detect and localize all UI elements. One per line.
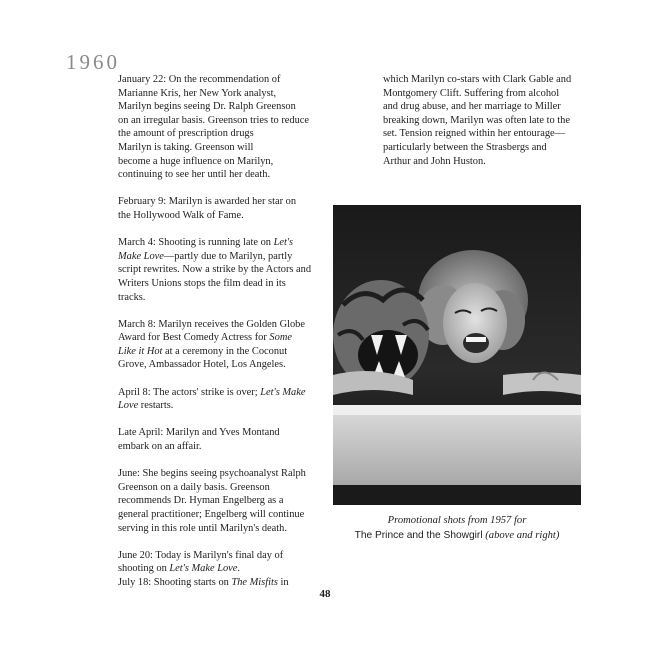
text-run: Writers Unions stops the film dead in its — [118, 277, 286, 289]
text-line — [118, 481, 323, 495]
text-run: —partly due to Marilyn, partly — [163, 250, 293, 262]
text-run: embark on an affair. — [118, 441, 202, 453]
timeline-entry — [118, 195, 323, 222]
text-line — [383, 141, 593, 155]
timeline-entry-continued — [383, 73, 593, 168]
timeline-entry — [118, 318, 323, 372]
text-run: March 8: Marilyn receives the Golden Globe — [118, 318, 305, 330]
timeline-entry — [118, 426, 323, 453]
text-line — [118, 236, 323, 250]
text-line — [118, 263, 323, 277]
timeline-entry — [118, 73, 323, 182]
text-run: Marilyn begins seeing Dr. Ralph Greenson — [118, 101, 296, 113]
text-line — [118, 100, 323, 114]
text-line — [383, 114, 593, 128]
text-run: Marilyn is taking. Greenson will — [118, 141, 254, 153]
text-run: Late April: Marilyn and Yves Montand — [118, 427, 280, 439]
text-run: June: She begins seeing psychoanalyst Ralph — [118, 468, 306, 480]
text-run: Marianne Kris, her New York analyst, — [118, 87, 277, 99]
text-line — [118, 508, 323, 522]
text-run: continuing to see her until her death. — [118, 169, 271, 181]
text-run: tracks. — [118, 291, 146, 303]
text-line — [118, 141, 323, 155]
text-line — [118, 127, 323, 141]
text-run: Arthur and John Huston. — [383, 155, 486, 167]
text-line — [118, 345, 323, 359]
text-line — [383, 127, 593, 141]
text-line — [118, 318, 323, 332]
text-line — [118, 195, 323, 209]
text-run: which Marilyn co-stars with Clark Gable and — [383, 74, 572, 85]
timeline-entry — [118, 386, 323, 413]
italic-title: The Misfits — [231, 576, 278, 588]
text-line — [118, 250, 323, 264]
text-run: January 22: On the recommendation of — [118, 74, 281, 85]
text-run: serving in this role until Marilyn's death. — [118, 522, 287, 534]
italic-title: Love — [118, 400, 139, 412]
italic-title: Let's Make — [260, 386, 306, 398]
text-run: and drug abuse, and her marriage to Miller — [383, 101, 561, 113]
caption-film-title: The Prince and the Showgirl — [354, 530, 483, 541]
text-line — [383, 100, 593, 114]
timeline-entry — [118, 549, 323, 590]
text-run: July 18: Shooting starts on — [118, 576, 232, 588]
text-run: shooting on — [118, 563, 170, 575]
italic-title: Like it Hot — [118, 345, 163, 357]
text-run: April 8: The actors' strike is over; — [118, 386, 261, 398]
text-run: particularly between the Strasbergs and — [383, 141, 547, 153]
text-run: the Hollywood Walk of Fame. — [118, 209, 244, 221]
text-run: recommends Dr. Hyman Engelberg as a — [118, 495, 284, 507]
text-line — [383, 73, 593, 87]
text-line — [118, 358, 323, 372]
timeline-entry — [118, 236, 323, 304]
text-run: script rewrites. Now a strike by the Actors and — [118, 264, 312, 276]
text-line — [118, 155, 323, 169]
text-line — [118, 87, 323, 101]
text-line — [118, 562, 323, 576]
text-run: the amount of prescription drugs — [118, 128, 254, 140]
text-line — [118, 114, 323, 128]
text-run: Grove, Ambassador Hotel, Los Angeles. — [118, 359, 286, 371]
text-run: in — [277, 576, 289, 588]
text-line — [383, 87, 593, 101]
text-run: Montgomery Clift. Suffering from alcohol — [383, 87, 560, 99]
caption-line: Promotional shots from 1957 for — [387, 515, 527, 526]
italic-title: Some — [269, 332, 292, 344]
text-run: Greenson on a daily basis. Greenson — [118, 481, 270, 493]
italic-title: Let's Make Love — [169, 563, 238, 575]
text-line — [118, 209, 323, 223]
text-line — [118, 168, 323, 182]
text-run: become a huge influence on Marilyn, — [118, 155, 274, 167]
photo-caption — [333, 513, 581, 543]
text-line — [118, 549, 323, 563]
text-line — [118, 522, 323, 536]
caption-note: (above and right) — [482, 530, 560, 541]
text-line — [118, 440, 323, 454]
page-number: 48 — [319, 588, 331, 600]
timeline-right-column — [383, 73, 593, 168]
text-run: on an irregular basis. Greenson tries to reduce — [118, 114, 310, 126]
text-line — [118, 399, 323, 413]
marilyn-monroe-with-tiger-photo — [333, 205, 581, 505]
year-heading: 1960 — [66, 50, 120, 74]
timeline-entry — [118, 467, 323, 535]
text-line — [118, 331, 323, 345]
text-line — [118, 73, 323, 87]
text-run: restarts. — [138, 400, 174, 412]
text-line — [118, 426, 323, 440]
text-run: general practitioner; Engelberg will continue — [118, 509, 305, 520]
italic-title: Make Love — [118, 250, 164, 262]
text-line — [118, 291, 323, 305]
text-run: June 20: Today is Marilyn's final day of — [118, 549, 284, 561]
text-run: . — [237, 563, 241, 575]
text-line — [118, 467, 323, 481]
text-line — [118, 277, 323, 291]
text-run: Award for Best Comedy Actress for — [118, 332, 270, 344]
text-run: March 4: Shooting is running late on — [118, 237, 274, 249]
timeline-left-column — [118, 73, 323, 590]
text-run: breaking down, Marilyn was often late to the — [383, 114, 570, 126]
text-line — [383, 155, 593, 169]
text-line — [118, 386, 323, 400]
text-run: set. Tension reigned within her entourage— — [383, 128, 566, 140]
italic-title: Let's — [273, 237, 294, 249]
text-line — [118, 494, 323, 508]
text-run: at a ceremony in the Coconut — [162, 345, 288, 357]
text-run: February 9: Marilyn is awarded her star on — [118, 196, 297, 208]
